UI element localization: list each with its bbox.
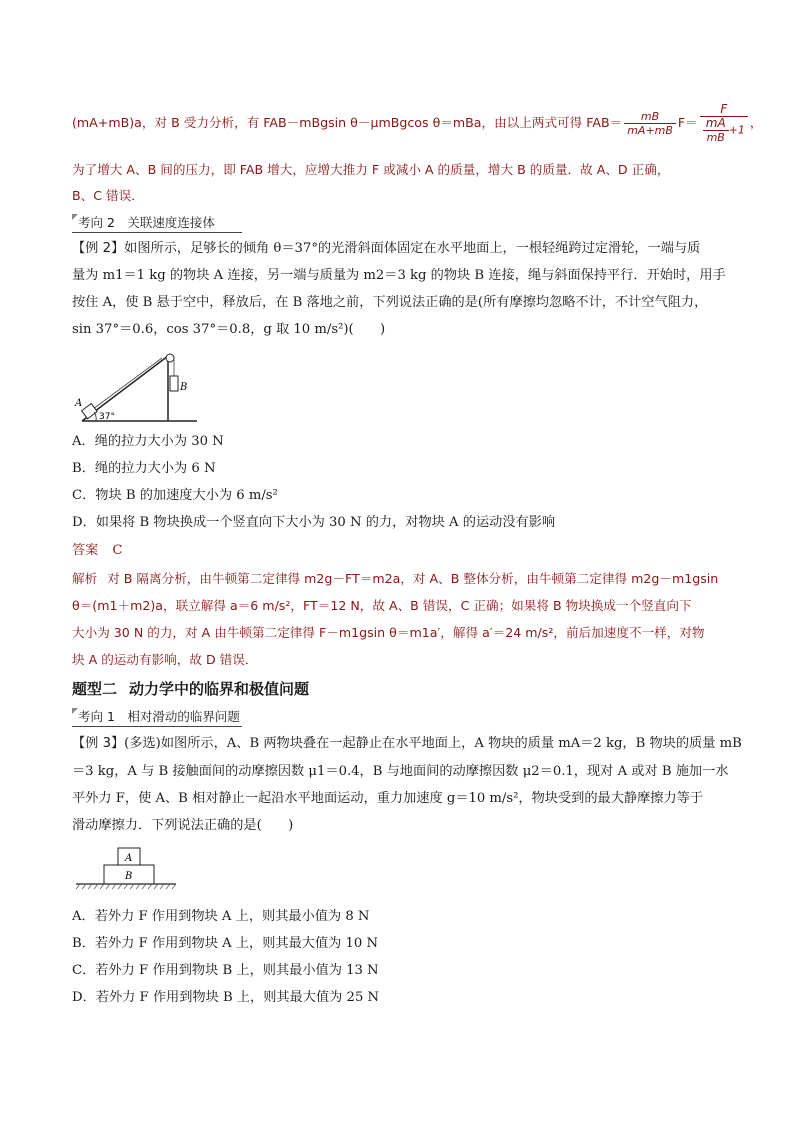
block-label-b: B bbox=[125, 871, 133, 882]
kaoxiang-2-header: 考向 2 关联速度连接体 bbox=[72, 214, 242, 233]
example3-option-a: A．若外力 F 作用到物块 A 上，则其最小值为 8 N bbox=[72, 909, 370, 924]
example2-option-c: C．物块 B 的加速度大小为 6 m/s² bbox=[72, 488, 278, 503]
example2-line-2: 量为 m1＝1 kg 的物块 A 连接，另一端与质量为 m2＝3 kg 的物块 B 连接，绳与斜面保持平行．开始时，用手 bbox=[72, 268, 726, 283]
figure-label-b: B bbox=[180, 382, 188, 393]
example2-analysis-line-1: 解析 对 B 隔离分析，由牛顿第二定律得 m2g－FT＝m2a，对 A、B 整体分析，由牛顿第二定律得 m2g－m1gsin bbox=[72, 571, 719, 586]
block-label-a: A bbox=[125, 853, 133, 864]
example2-analysis-line-2: θ＝(m1＋m2)a，联立解得 a＝6 m/s²，FT＝12 N，故 A、B 错误，C 正确；如果将 B 物块换成一个竖直向下 bbox=[72, 598, 692, 613]
example3-line-2: ＝3 kg，A 与 B 接触面间的动摩擦因数 μ1＝0.4，B 与地面间的动摩擦因数 μ2＝0.1，现对 A 或对 B 施加一水 bbox=[72, 764, 729, 779]
example2-option-d: D．如果将 B 物块换成一个竖直向下大小为 30 N 的力，对物块 A 的运动没有影响 bbox=[72, 515, 556, 530]
example2-line-4: sin 37°＝0.6，cos 37°＝0.8，g 取 10 m/s²)( ) bbox=[72, 322, 386, 337]
example3-option-c: C．若外力 F 作用到物块 B 上，则其最小值为 13 N bbox=[72, 963, 379, 978]
example3-option-b: B．若外力 F 作用到物块 A 上，则其最大值为 10 N bbox=[72, 936, 379, 951]
corner-marker-icon bbox=[72, 214, 78, 220]
example2-line-3: 按住 A，使 B 悬于空中，释放后，在 B 落地之前，下列说法正确的是(所有摩擦均忽略不计，不计空气阻力， bbox=[72, 295, 708, 310]
kaoxiang-1-header: 考向 1 相对滑动的临界问题 bbox=[72, 708, 242, 727]
solution-line-3: B、C 错误． bbox=[72, 188, 144, 203]
solution-line-1: (mA+mB)a，对 B 受力分析，有 FAB－mBgsin θ－μmBgcos θ＝mBa，由以上两式可得 FAB＝ $\frac{mB}{mA+mB}$ F＝ F $\frac{mA}{mB}$ +1 ， bbox=[72, 102, 763, 144]
section-heading: 题型二 动力学中的临界和极值问题 bbox=[72, 680, 310, 698]
fraction-f-over-ratio: F $\frac{mA}{mB}$ +1 bbox=[700, 103, 748, 144]
example3-option-d: D．若外力 F 作用到物块 B 上，则其最大值为 25 N bbox=[72, 990, 380, 1005]
fraction-ma-over-mb: $\frac{mA}{mB}$ bbox=[703, 117, 729, 144]
solution-text: (mA+mB)a，对 B 受力分析，有 FAB－mBgsin θ－μmBgcos θ＝mBa，由以上两式可得 FAB＝ bbox=[72, 115, 623, 130]
example3-line-4: 滑动摩擦力．下列说法正确的是( ) bbox=[72, 818, 294, 833]
stacked-blocks-figure bbox=[72, 844, 182, 894]
example3-line-1: 【例 3】(多选)如图所示，A、B 两物块叠在一起静止在水平地面上，A 物块的质量 mA＝2 kg，B 物块的质量 mB bbox=[72, 736, 742, 751]
fraction-mb-over-sum: $\frac{mB}{mA+mB}$ bbox=[624, 110, 676, 137]
incline-pulley-figure bbox=[72, 346, 202, 426]
example2-option-b: B．绳的拉力大小为 6 N bbox=[72, 461, 216, 476]
example2-answer: 答案 C bbox=[72, 543, 123, 558]
example2-line-1: 【例 2】如图所示，足够长的倾角 θ＝37°的光滑斜面体固定在水平地面上，一根轻绳跨过定滑轮，一端与质 bbox=[72, 241, 701, 256]
figure-label-a: A bbox=[75, 398, 83, 409]
example-tag: 【例 3】 bbox=[72, 736, 125, 751]
solution-line-2: 为了增大 A、B 间的压力，即 FAB 增大，应增大推力 F 或减小 A 的质量，增大 B 的质量．故 A、D 正确， bbox=[72, 162, 670, 177]
example2-analysis-line-4: 块 A 的运动有影响，故 D 错误． bbox=[72, 652, 258, 667]
figure-angle-label: 37° bbox=[99, 412, 115, 422]
corner-marker-icon bbox=[72, 708, 78, 714]
example2-analysis-line-3: 大小为 30 N 的力，对 A 由牛顿第二定律得 F－m1gsin θ＝m1a′，解得 a′＝24 m/s²，前后加速度不一样，对物 bbox=[72, 625, 705, 640]
example2-option-a: A．绳的拉力大小为 30 N bbox=[72, 434, 224, 449]
example-tag: 【例 2】 bbox=[72, 241, 125, 256]
example3-line-3: 平外力 F，使 A、B 相对静止一起沿水平地面运动，重力加速度 g＝10 m/s²，物块受到的最大静摩擦力等于 bbox=[72, 791, 704, 806]
